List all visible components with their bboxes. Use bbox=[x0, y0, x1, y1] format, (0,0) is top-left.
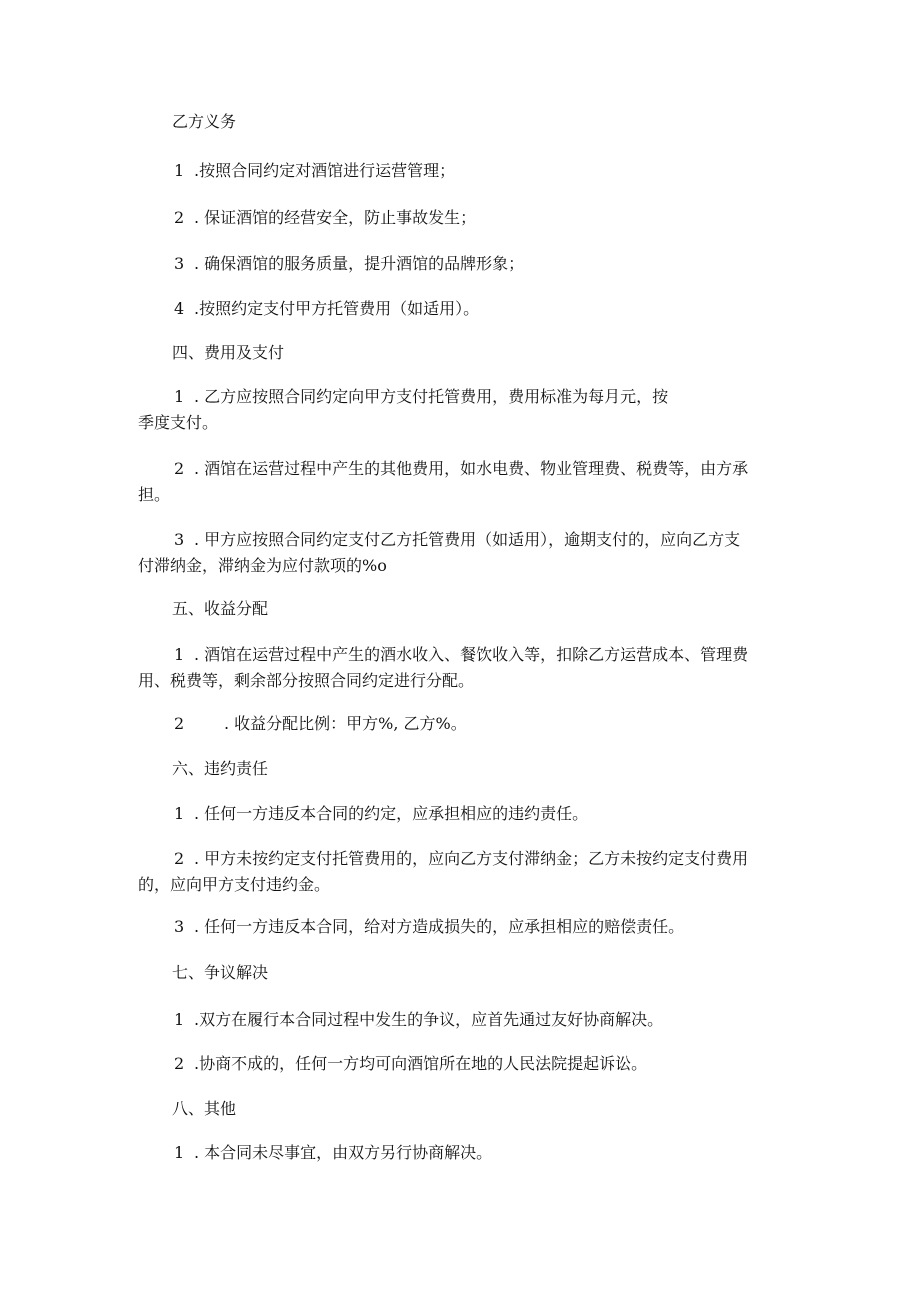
clause-item bbox=[138, 846, 798, 898]
clause-text: . 确保酒馆的服务质量，提升酒馆的品牌形象； bbox=[194, 254, 525, 273]
clause-item bbox=[138, 384, 798, 436]
clause-text-continued: 用、税费等，剩余部分按照合同约定进行分配。 bbox=[138, 671, 475, 690]
clause-item bbox=[138, 1007, 798, 1033]
clause-number: 3 bbox=[174, 530, 185, 549]
clause-item bbox=[138, 527, 798, 579]
clause-text-continued: 担。 bbox=[138, 485, 171, 504]
clause-item bbox=[138, 251, 798, 277]
clause-text: . 任何一方违反本合同的约定，应承担相应的违约责任。 bbox=[194, 804, 589, 823]
section-heading bbox=[138, 960, 798, 986]
clause-number: 1 bbox=[174, 1143, 185, 1162]
clause-number: 2 bbox=[174, 849, 185, 868]
clause-item bbox=[138, 711, 798, 737]
clause-item bbox=[138, 158, 798, 184]
clause-number: 2 bbox=[174, 208, 185, 227]
heading-text: 七、争议解决 bbox=[172, 963, 269, 982]
heading-text: 五、收益分配 bbox=[172, 599, 269, 618]
clause-number: 4 bbox=[174, 299, 185, 318]
clause-item bbox=[138, 456, 798, 508]
clause-number: 1 bbox=[174, 804, 185, 823]
clause-text-continued: 付滞纳金，滞纳金为应付款项的%o bbox=[138, 556, 387, 575]
section-heading bbox=[138, 596, 798, 622]
clause-text: . 任何一方违反本合同，给对方造成损失的，应承担相应的赔偿责任。 bbox=[194, 917, 685, 936]
section-heading bbox=[138, 340, 798, 366]
clause-number: 2 bbox=[174, 459, 185, 478]
heading-text: 乙方义务 bbox=[172, 112, 237, 131]
clause-number: 1 bbox=[174, 161, 185, 180]
clause-number: 2 bbox=[174, 1054, 185, 1073]
clause-text: . 本合同未尽事宜，由双方另行协商解决。 bbox=[194, 1143, 493, 1162]
clause-number: 2 bbox=[174, 714, 185, 733]
section-heading bbox=[138, 1096, 798, 1122]
clause-item bbox=[138, 1051, 798, 1077]
clause-number: 1 bbox=[174, 387, 185, 406]
clause-item bbox=[138, 801, 798, 827]
clause-number: 1 bbox=[174, 1010, 185, 1029]
heading-text: 六、违约责任 bbox=[172, 759, 269, 778]
clause-text-continued: 季度支付。 bbox=[138, 413, 219, 432]
clause-text: . 乙方应按照合同约定向甲方支付托管费用，费用标准为每月元，按 bbox=[194, 387, 669, 406]
clause-number: 1 bbox=[174, 645, 185, 664]
clause-text: . 酒馆在运营过程中产生的其他费用，如水电费、物业管理费、税费等，由方承 bbox=[194, 459, 749, 478]
clause-text: .双方在履行本合同过程中发生的争议，应首先通过友好协商解决。 bbox=[194, 1010, 664, 1029]
clause-item bbox=[138, 205, 798, 231]
heading-text: 八、其他 bbox=[172, 1099, 237, 1118]
clause-text: . 酒馆在运营过程中产生的酒水收入、餐饮收入等，扣除乙方运营成本、管理费 bbox=[194, 645, 749, 664]
clause-text: . 甲方应按照合同约定支付乙方托管费用（如适用），逾期支付的，应向乙方支 bbox=[194, 530, 741, 549]
clause-number: 3 bbox=[174, 254, 185, 273]
clause-text: .协商不成的，任何一方均可向酒馆所在地的人民法院提起诉讼。 bbox=[194, 1054, 648, 1073]
clause-number: 3 bbox=[174, 917, 185, 936]
section-heading bbox=[138, 109, 798, 135]
section-heading bbox=[138, 756, 798, 782]
clause-item bbox=[138, 914, 798, 940]
clause-item bbox=[138, 1140, 798, 1166]
clause-text: .按照合同约定对酒馆进行运营管理； bbox=[194, 161, 456, 180]
clause-item bbox=[138, 642, 798, 694]
clause-text: . 保证酒馆的经营安全，防止事故发生； bbox=[194, 208, 477, 227]
heading-text: 四、费用及支付 bbox=[172, 343, 285, 362]
clause-text: .按照约定支付甲方托管费用（如适用）。 bbox=[194, 299, 480, 318]
clause-text: . 收益分配比例：甲方%, 乙方%。 bbox=[224, 714, 467, 733]
clause-item bbox=[138, 296, 798, 322]
clause-text: . 甲方未按约定支付托管费用的，应向乙方支付滞纳金；乙方未按约定支付费用 bbox=[194, 849, 749, 868]
clause-text-continued: 的，应向甲方支付违约金。 bbox=[138, 875, 331, 894]
